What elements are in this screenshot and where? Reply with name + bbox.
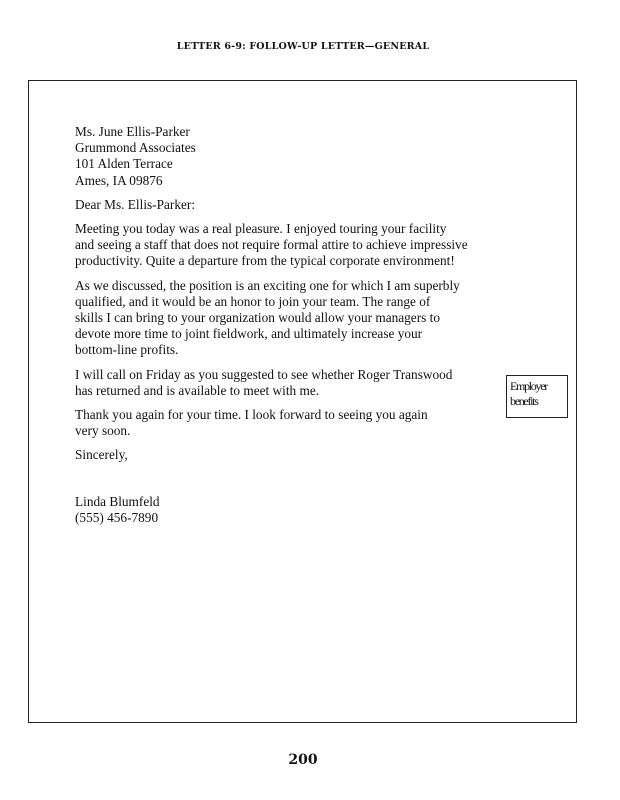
margin-note-line: benefits: [510, 394, 538, 408]
margin-note-box: [506, 375, 568, 418]
paragraph-line: As we discussed, the position is an exciting one for which I am superbly: [75, 277, 460, 293]
salutation: [75, 197, 495, 213]
paragraph-line: Thank you again for your time. I look forward to seeing you again: [75, 407, 428, 423]
paragraph-line: skills I can bring to your organization would allow your managers to: [75, 310, 440, 326]
paragraph-meeting: [75, 221, 495, 270]
recipient-name: Ms. June Ellis-Parker: [75, 124, 190, 139]
closing: [75, 447, 495, 463]
salutation-text: Dear Ms. Ellis-Parker:: [75, 196, 196, 212]
signature-block: [75, 494, 495, 526]
paragraph-line: has returned and is available to meet with me.: [75, 382, 320, 398]
signature-space: [75, 472, 495, 494]
paragraph-line: and seeing a staff that does not require formal attire to achieve impressive: [75, 237, 468, 253]
paragraph-followup-call: [75, 367, 495, 399]
paragraph-line: productivity. Quite a departure from the typical corporate environment!: [75, 253, 455, 269]
recipient-company: Grummond Associates: [75, 140, 196, 156]
margin-note-line: Employer: [510, 379, 547, 393]
recipient-address: [75, 124, 495, 189]
page-number: 200: [288, 752, 318, 768]
paragraph-line: Meeting you today was a real pleasure. I enjoyed touring your facility: [75, 221, 447, 237]
paragraph-thanks: [75, 407, 495, 439]
paragraph-line: qualified, and it would be an honor to join your team. The range of: [75, 293, 431, 309]
signature-name: Linda Blumfeld: [75, 493, 160, 509]
signature-phone: (555) 456-7890: [75, 509, 159, 525]
page-heading: LETTER 6-9: FOLLOW-UP LETTER—GENERAL: [176, 41, 430, 52]
paragraph-line: bottom-line profits.: [75, 342, 179, 358]
closing-text: Sincerely,: [75, 447, 128, 463]
paragraph-position: [75, 278, 495, 359]
recipient-city: Ames, IA 09876: [75, 172, 163, 188]
paragraph-line: very soon.: [75, 423, 131, 439]
recipient-street: 101 Alden Terrace: [75, 156, 173, 172]
paragraph-line: devote more time to joint fieldwork, and ultimately increase your: [75, 326, 423, 342]
letter-body: [75, 124, 495, 534]
paragraph-line: I will call on Friday as you suggested to see whether Roger Transwood: [75, 366, 453, 382]
